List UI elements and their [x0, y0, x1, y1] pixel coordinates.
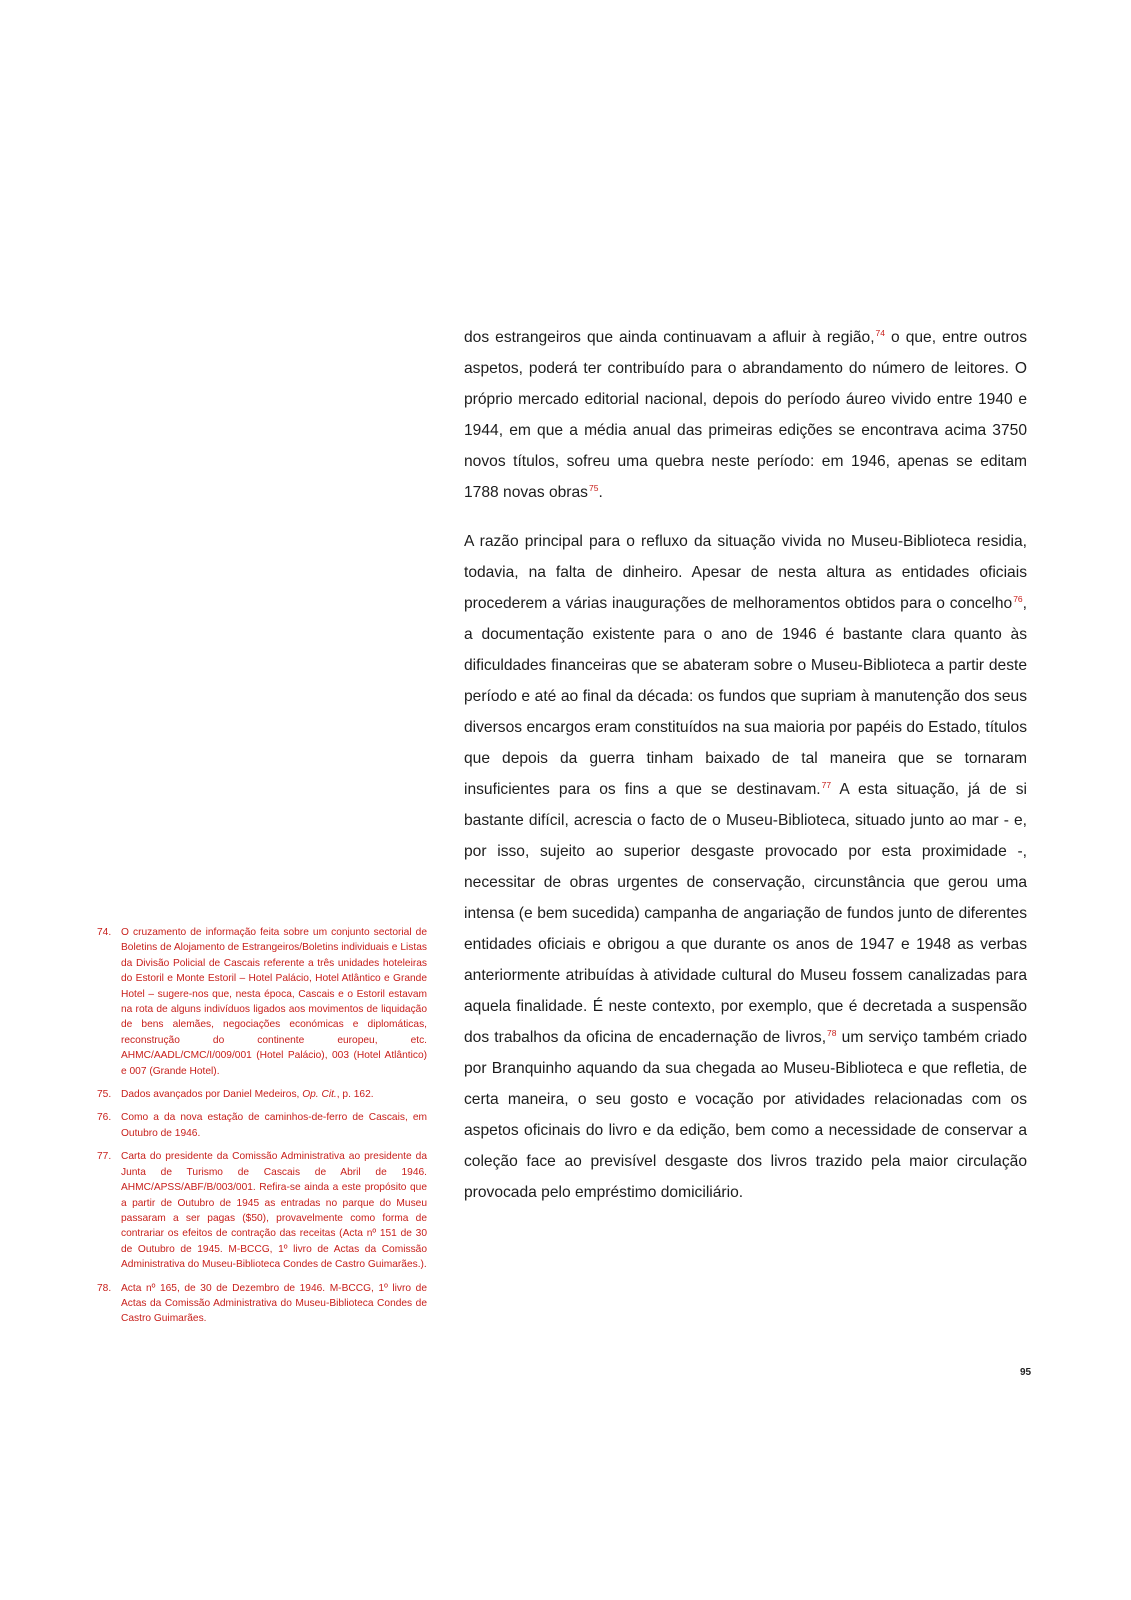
text-segment: , a documentação existente para o ano de 1946 é bastante clara quanto às dificuldades financeiras que se abateram sobre o Museu-Biblioteca a partir deste período e até ao final da década: os fundos que supriam à manutenção dos seus diversos encargos eram constituídos na sua maioria por papéis do Estado, títulos que depois da guerra tinham baixado de tal maneira que se tornaram insuficientes para os fins a que se destinavam. — [464, 595, 1027, 798]
text-segment: dos estrangeiros que ainda continuavam a afluir à região, — [464, 329, 875, 346]
body-paragraph — [464, 322, 1027, 508]
footnote-number: 75. — [97, 1089, 112, 1101]
footnote-text — [121, 925, 427, 1079]
footnote — [97, 1087, 427, 1102]
footnote-number: 78. — [97, 1282, 112, 1294]
footnote-text — [121, 1149, 427, 1272]
footnote-reference: 75 — [588, 482, 599, 493]
text-segment: Dados avançados por Daniel Medeiros, — [121, 1089, 303, 1101]
text-segment: . — [598, 484, 603, 501]
footnote-reference: 78 — [827, 1027, 837, 1038]
footnotes-column — [97, 925, 427, 1335]
page-number: 95 — [1020, 1367, 1032, 1378]
text-segment: o que, entre outros aspetos, poderá ter contribuído para o abrandamento do número de leitores. O próprio mercado editorial nacional, depois do período áureo vivido entre 1940 e 1944, em que a média anual das primeiras edições se encontrava acima 3750 novos títulos, sofreu uma quebra neste período: em 1946, apenas se editam 1788 novas obras — [464, 329, 1027, 501]
italic-text: Op. Cit. — [302, 1089, 337, 1101]
body-paragraph — [464, 526, 1027, 1208]
footnote-reference: 74 — [875, 327, 885, 338]
text-segment: Acta nº 165, de 30 de Dezembro de 1946. M-BCCG, 1º livro de Actas da Comissão Administrativa do Museu-Biblioteca Condes de Castro Guimarães. — [121, 1282, 427, 1325]
footnote-number: 74. — [97, 927, 112, 938]
text-segment: Como a da nova estação de caminhos-de-ferro de Cascais, em Outubro de 1946. — [121, 1112, 427, 1139]
footnote-number: 76. — [97, 1112, 112, 1124]
footnote-reference: 77 — [821, 779, 832, 790]
text-segment: , p. 162. — [336, 1089, 374, 1101]
text-segment: A esta situação, já de si bastante difícil, acrescia o facto de o Museu-Biblioteca, situado junto ao mar - e, por isso, sujeito ao superior desgaste provocado por esta proximidade -, necessitar de obras urgentes de conservação, circunstância que gerou uma intensa (e bem sucedida) campanha de angariação de fundos junto de diferentes entidades oficiais e obrigou a que durante os anos de 1947 e 1948 as verbas anteriormente atribuídas à atividade cultural do Museu fossem canalizadas para aquela finalidade. É neste contexto, por exemplo, que é decretada a suspensão dos trabalhos da oficina de encadernação de livros, — [464, 781, 1027, 1046]
main-text-column — [464, 322, 1027, 1208]
footnote-number: 77. — [97, 1151, 112, 1163]
footnote-text — [121, 1110, 427, 1141]
footnote — [97, 1149, 427, 1272]
text-segment: Carta do presidente da Comissão Administrativa ao presidente da Junta de Turismo de Cascais de Abril de 1946. AHMC/APSS/ABF/B/003/001. Refira-se ainda a este propósito que a partir de Outubro de 1945 as entradas no parque do Museu passaram a ser pagas ($50), provavelmente como forma de contrariar os efeitos de contração das receitas (Acta nº 151 de 30 de Outubro de 1945. M-BCCG, 1º livro de Actas da Comissão Administrativa do Museu-Biblioteca Condes de Castro Guimarães.). — [121, 1151, 427, 1271]
footnote-text — [121, 1087, 427, 1102]
text-segment: A razão principal para o refluxo da situação vivida no Museu-Biblioteca residia, todavia, na falta de dinheiro. Apesar de nesta altura as entidades oficiais procederem a várias inaugurações de melhoramentos obtidos para o concelho — [464, 533, 1027, 612]
footnote — [97, 1110, 427, 1141]
footnote — [97, 1281, 427, 1327]
footnote-text — [121, 1281, 427, 1327]
text-segment: um serviço também criado por Branquinho aquando da sua chegada ao Museu-Biblioteca e que refletia, de certa maneira, o seu gosto e vocação por atividades relacionadas com os aspetos oficinais do livro e da edição, bem como a necessidade de conservar a coleção face ao previsível desgaste dos livros trazido pela maior circulação provocada pelo empréstimo domiciliário. — [464, 1029, 1027, 1201]
footnote-reference: 76 — [1013, 593, 1023, 604]
footnote — [97, 925, 427, 1079]
text-segment: O cruzamento de informação feita sobre um conjunto sectorial de Boletins de Alojamento de Estrangeiros/Boletins individuais e Listas da Divisão Policial de Cascais referente a três unidades hoteleiras do Estoril e Monte Estoril – Hotel Palácio, Hotel Atlântico e Grande Hotel – sugere-nos que, nesta época, Cascais e o Estoril estavam na rota de alguns indivíduos ligados aos movimentos de liquidação de bens alemães, negociações económicas e diplomáticas, reconstrução do continente europeu, etc. AHMC/AADL/CMC/I/009/001 (Hotel Palácio), 003 (Hotel Atlântico) e 007 (Grande Hotel). — [121, 927, 427, 1077]
